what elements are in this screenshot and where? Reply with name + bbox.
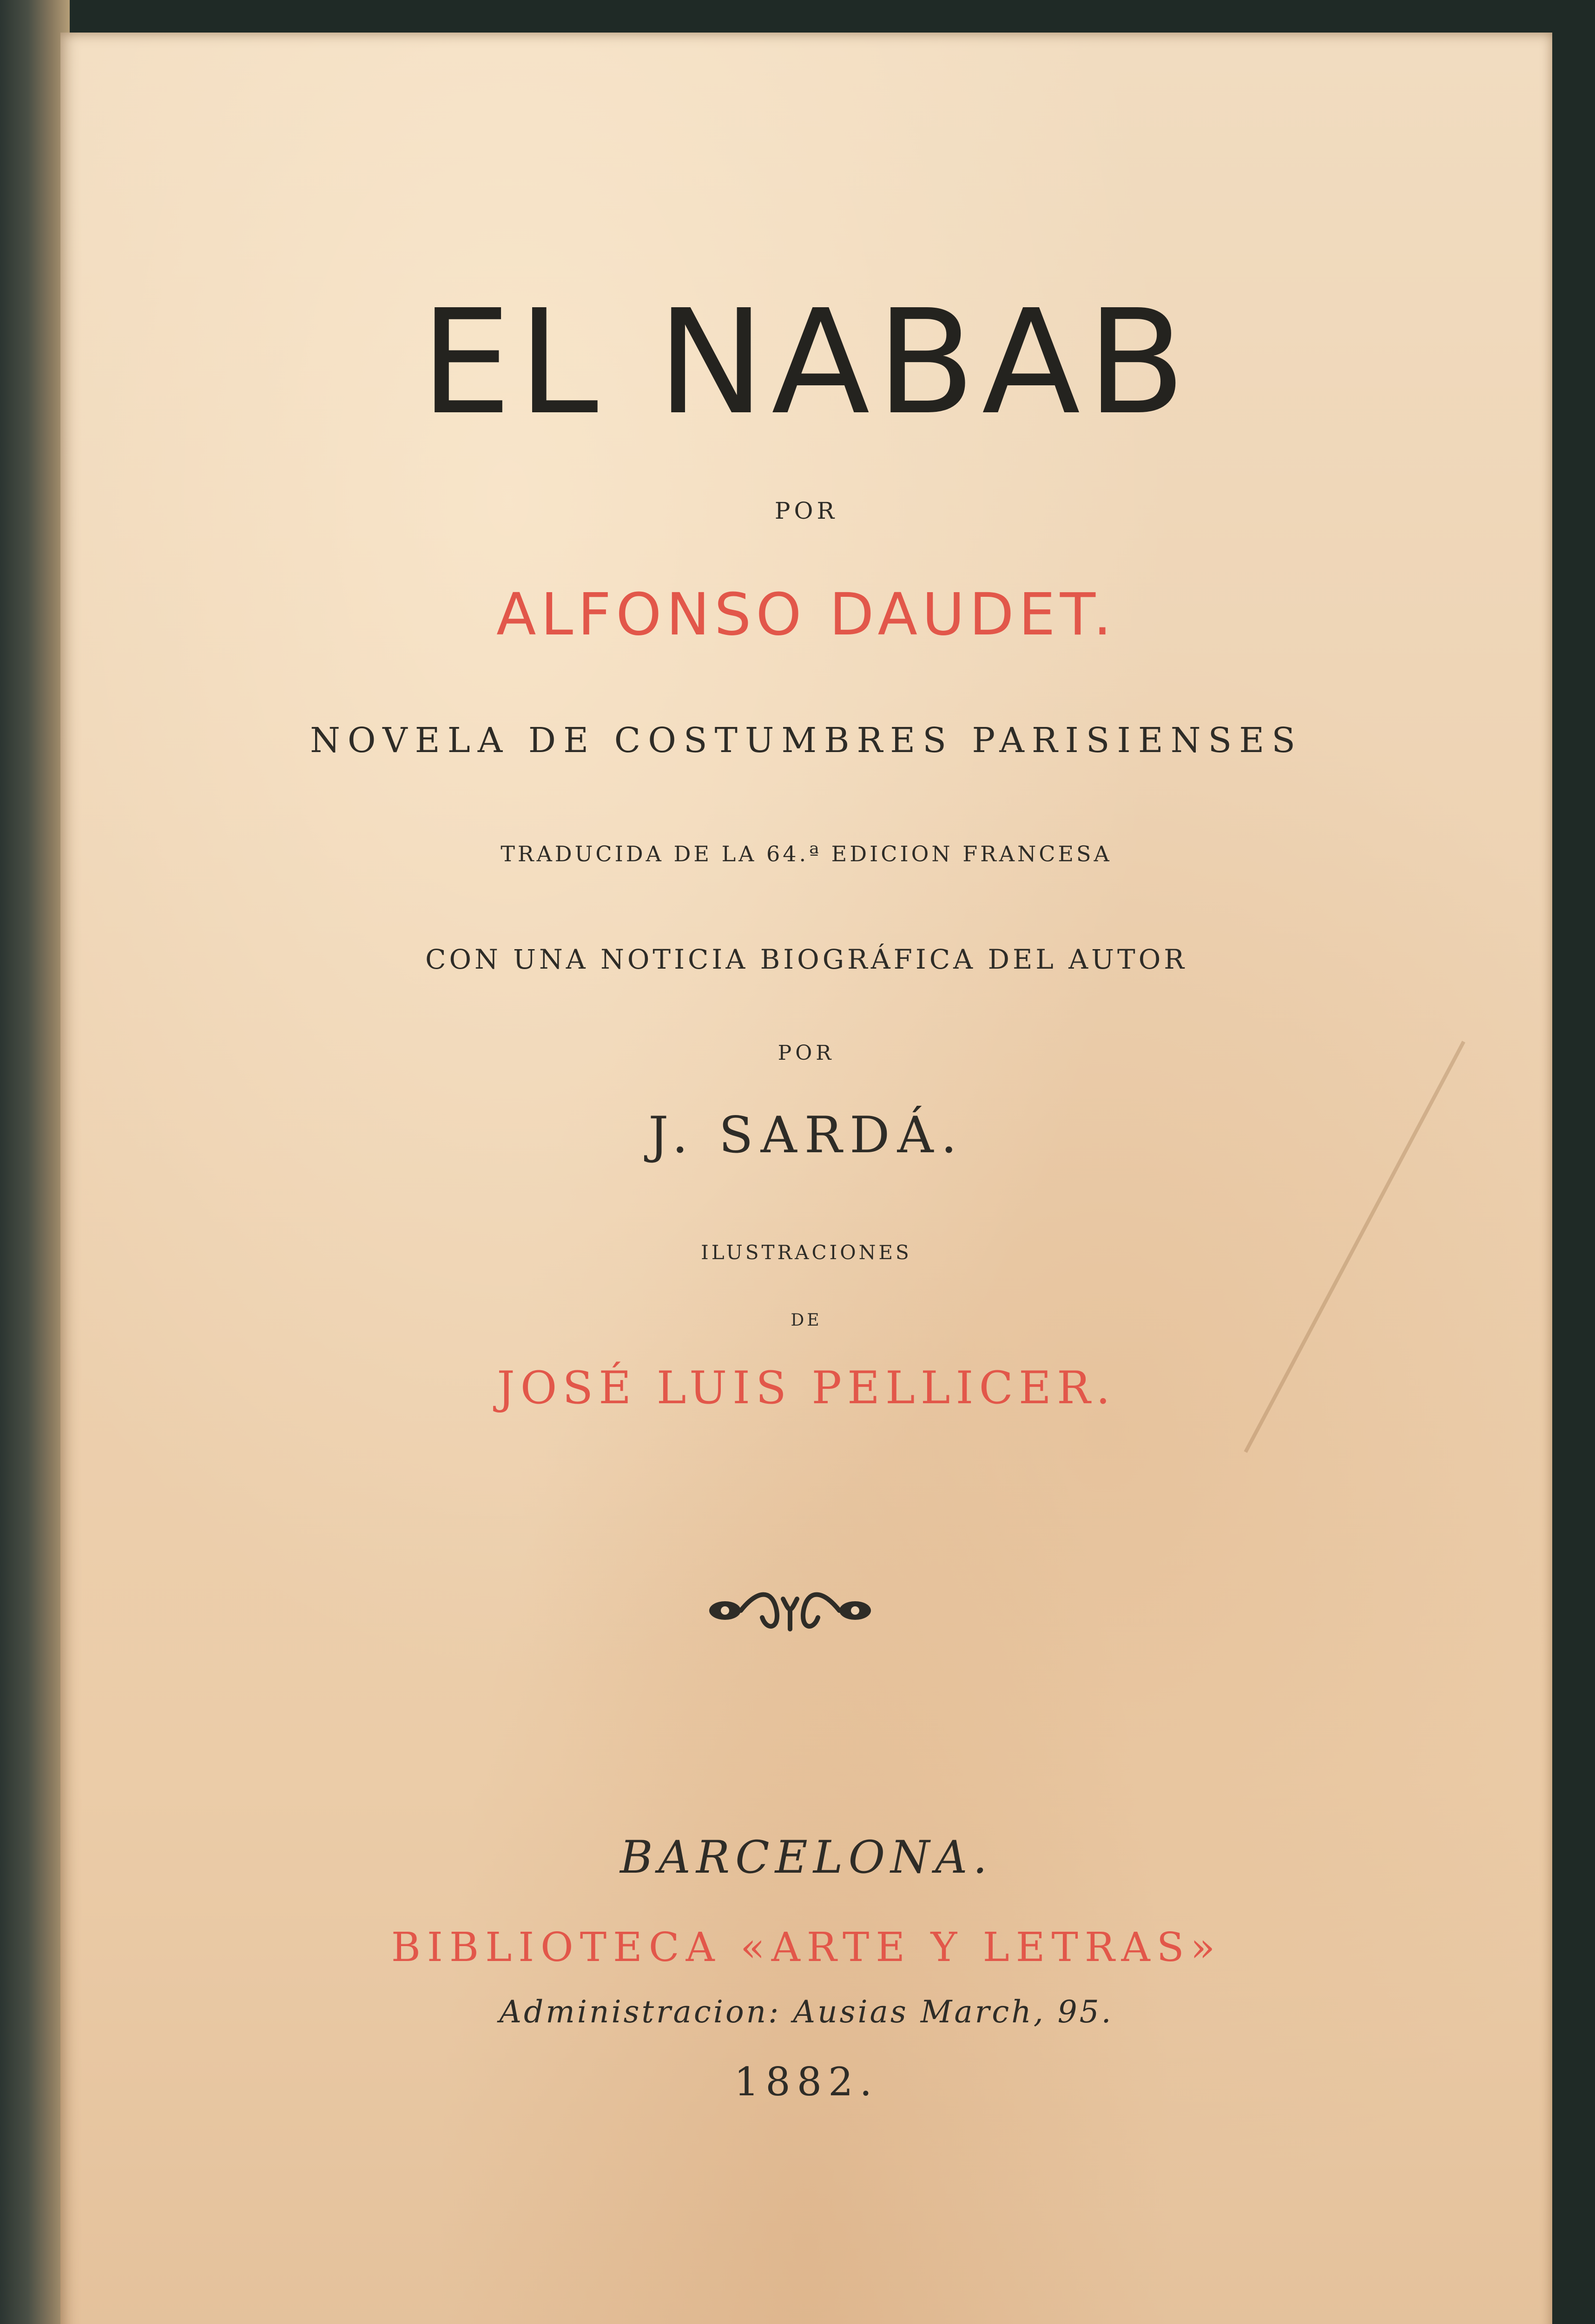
book-spine bbox=[0, 0, 70, 2324]
translation-note: TRADUCIDA DE LA 64.ª EDICION FRANCESA bbox=[501, 841, 1112, 866]
de-label: DE bbox=[791, 1311, 822, 1330]
author-name: ALFONSO DAUDET. bbox=[496, 581, 1116, 648]
illustrations-label: ILUSTRACIONES bbox=[701, 1241, 912, 1264]
publisher: BIBLIOTECA «ARTE Y LETRAS» bbox=[391, 1924, 1222, 1971]
translator-name: J. SARDÁ. bbox=[648, 1106, 964, 1164]
subtitle: NOVELA DE COSTUMBRES PARISIENSES bbox=[310, 720, 1303, 760]
por-label-2: POR bbox=[778, 1041, 835, 1065]
publisher-address: Administracion: Ausias March, 95. bbox=[499, 1994, 1114, 2030]
fleuron-ornament-icon bbox=[706, 1585, 874, 1636]
book-title: EL NABAB bbox=[420, 279, 1193, 447]
por-label: POR bbox=[774, 497, 838, 524]
city: BARCELONA. bbox=[620, 1831, 993, 1883]
title-page bbox=[60, 33, 1552, 2324]
biographical-note: CON UNA NOTICIA BIOGRÁFICA DEL AUTOR bbox=[425, 944, 1187, 975]
illustrator-name: JOSÉ LUIS PELLICER. bbox=[497, 1362, 1116, 1414]
publication-year: 1882. bbox=[734, 2059, 879, 2105]
